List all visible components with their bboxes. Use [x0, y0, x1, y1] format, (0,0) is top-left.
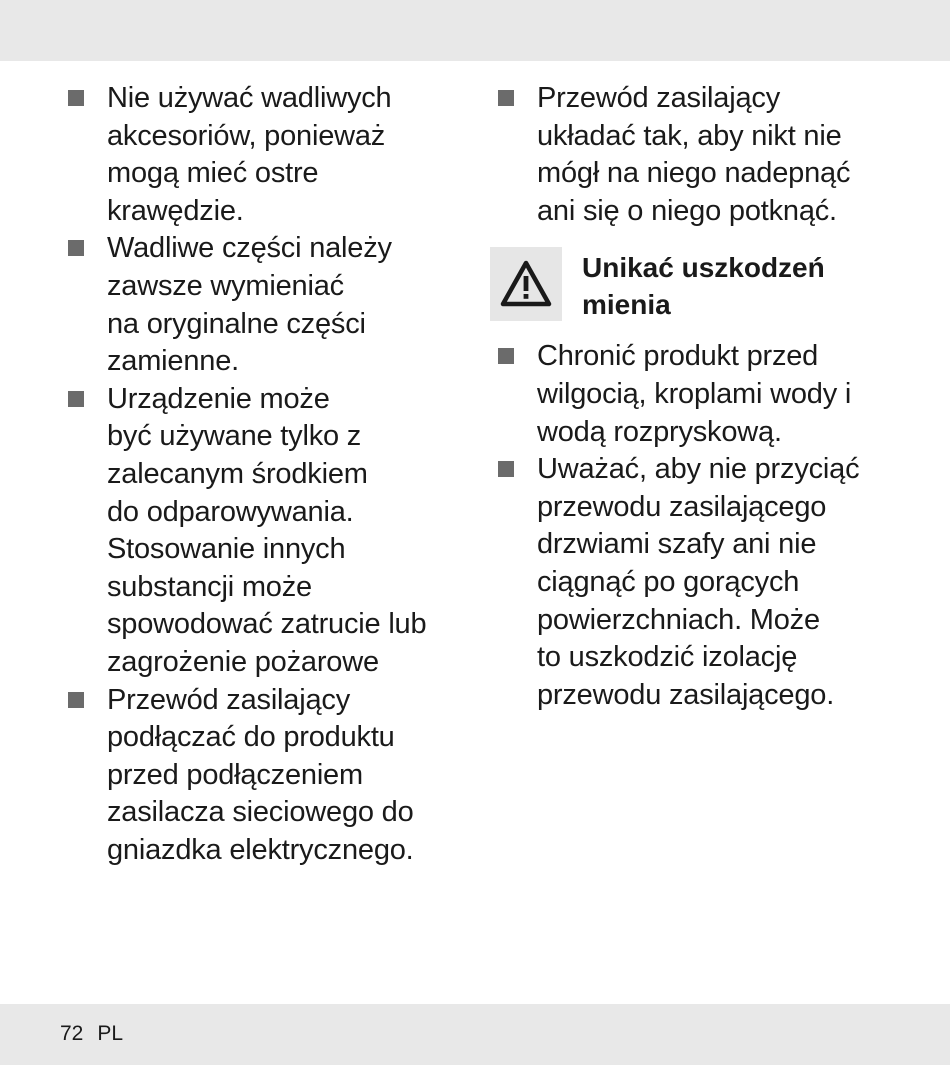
right-bullet-list-top [496, 80, 896, 230]
bullet-square-icon [68, 391, 84, 407]
list-item-text: Przewód zasilający układać tak, aby nikt nie mógł na niego nadepnąć ani się o niego potknąć. [537, 82, 851, 227]
list-item-text: Przewód zasilający podłączać do produktu przed podłączeniem zasilacza sieciowego do gniazdka elektrycznego. [107, 683, 414, 866]
warning-icon-box [490, 247, 562, 321]
list-item-text: Nie używać wadliwych akcesoriów, ponieważ mogą mieć ostre krawędzie. [107, 82, 392, 227]
bullet-square-icon [498, 461, 514, 477]
list-item [496, 451, 896, 714]
left-bullet-list [66, 80, 456, 869]
page-footer [60, 1022, 123, 1046]
header-band [0, 0, 950, 61]
list-item [496, 80, 896, 230]
bullet-square-icon [68, 240, 84, 256]
list-item-text: Wadliwe części należy zawsze wymieniać na oryginalne części zamienne. [107, 232, 392, 378]
right-bullet-list [496, 338, 896, 714]
list-item [496, 338, 896, 451]
warning-triangle-icon [499, 259, 553, 309]
bullet-square-icon [498, 348, 514, 364]
bullet-square-icon [498, 90, 514, 106]
list-item [66, 230, 456, 380]
language-code: PL [97, 1022, 124, 1045]
warning-section [496, 247, 896, 325]
right-column [496, 80, 896, 714]
list-item [66, 682, 456, 870]
list-item-text: Chronić produkt przed wilgocią, kroplami wody i wodą rozpryskową. [537, 340, 852, 448]
warning-title: Unikać uszkodzeń mienia [582, 252, 825, 321]
left-column [66, 80, 456, 869]
list-item-text: Urządzenie może być używane tylko z zalecanym środkiem do odparowywania. Stosowanie innych substancji może spowodować zatrucie lub zagrożenie pożarowe [107, 382, 427, 678]
bullet-square-icon [68, 90, 84, 106]
list-item [66, 80, 456, 230]
bullet-square-icon [68, 692, 84, 708]
list-item [66, 381, 456, 682]
page-number: 72 [60, 1022, 84, 1045]
list-item-text: Uważać, aby nie przyciąć przewodu zasilającego drzwiami szafy ani nie ciągnąć po gorących powierzchniach. Może to uszkodzić izolację przewodu zasilającego. [537, 453, 860, 711]
footer-band [0, 1004, 950, 1065]
